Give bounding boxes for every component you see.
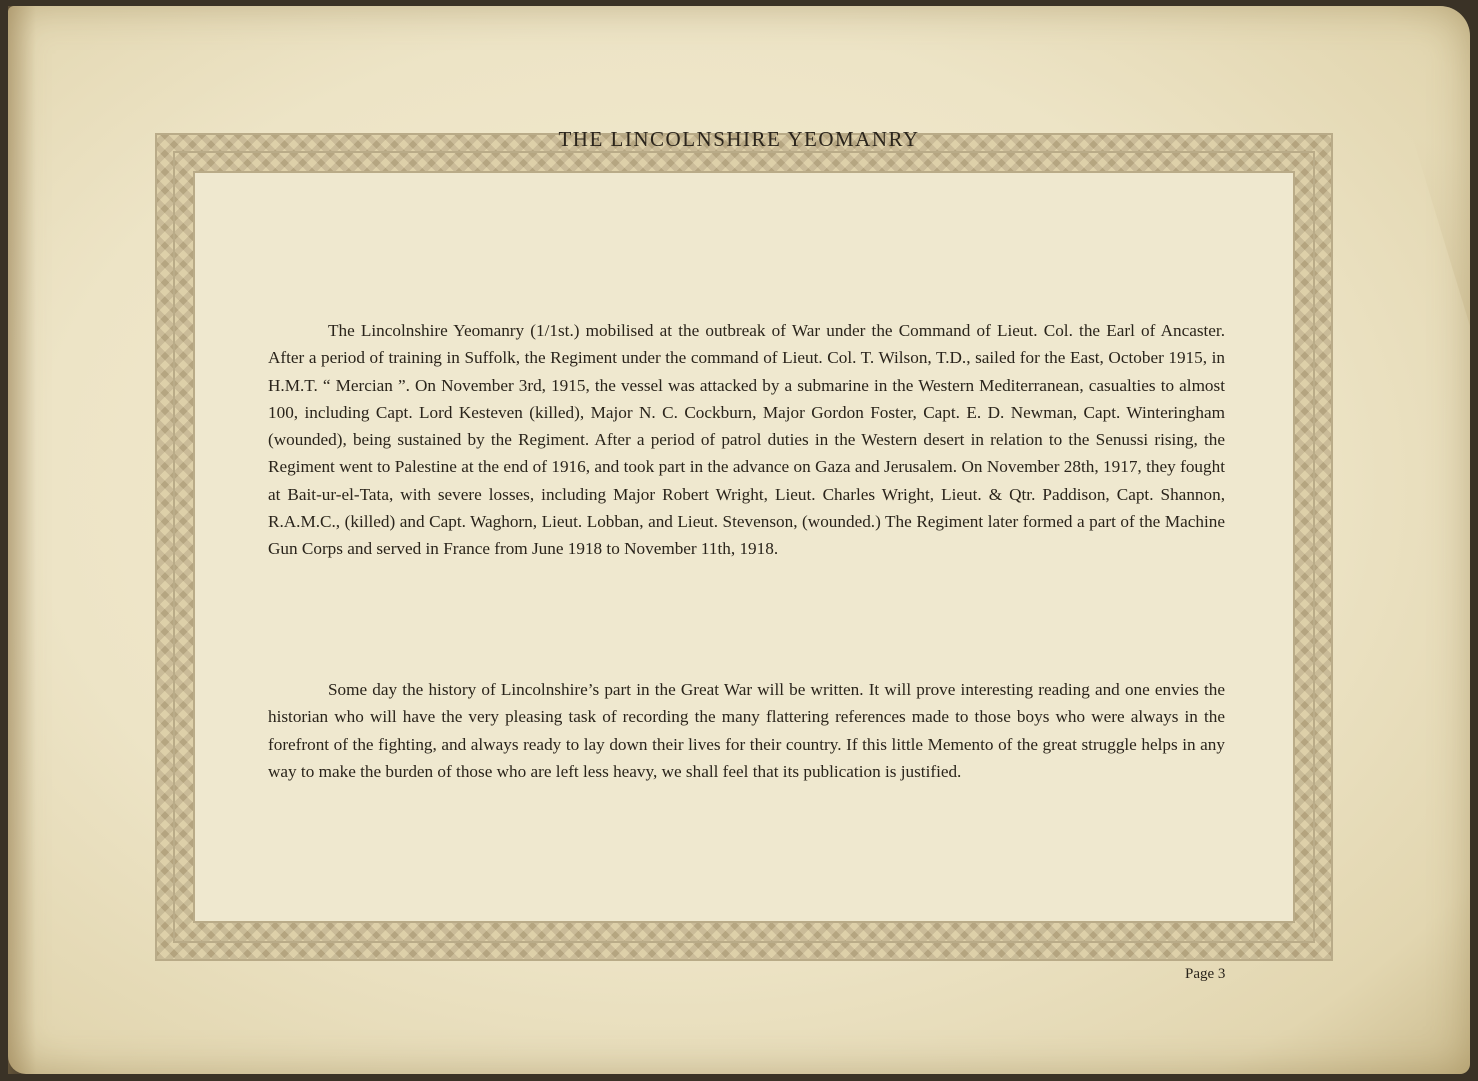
paragraph-memento: Some day the history of Lincolnshire’s part in the Great War will be written. It will prove interesting reading and one envies the historian who will have the very pleasing task of recording the many flattering references made to those boys who were always in the forefront of the fighting, and always ready to lay down their lives for their country. If this little Memento of the great struggle helps in any way to make the burden of those who are left less heavy, we shall feel that its publication is justified. bbox=[268, 680, 1225, 781]
page-corner-fold bbox=[1320, 6, 1470, 326]
paragraph-history: The Lincolnshire Yeomanry (1/1st.) mobilised at the outbreak of War under the Command of Lieut. Col. the Earl of Ancaster. After a period of training in Suffolk, the Regiment under the command of Lieut. Col. T. Wilson, T.D., sailed for the East, October 1915, in H.M.T. “ Mercian ”. On November 3rd, 1915, the vessel was attacked by a submarine in the Western Mediterranean, casualties to almost 100, including Capt. Lord Kesteven (killed), Major N. C. Cockburn, Major Gordon Foster, Capt. E. D. Newman, Capt. Winteringham (wounded), being sustained by the Regiment. After a period of patrol duties in the Western desert in relation to the Senussi rising, the Regiment went to Palestine at the end of 1916, and took part in the advance on Gaza and Jerusalem. On November 28th, 1917, they fought at Bait-ur-el-Tata, with severe losses, including Major Robert Wright, Lieut. Charles Wright, Lieut. & Qtr. Paddison, Capt. Shannon, R.A.M.C., (killed) and Capt. Waghorn, Lieut. Lobban, and Lieut. Stevenson, (wounded.) The Regiment later formed a part of the Machine Gun Corps and served in France from June 1918 to November 11th, 1918. bbox=[268, 321, 1225, 559]
page-number: Page 3 bbox=[1185, 966, 1226, 982]
page-title: THE LINCOLNSHIRE YEOMANRY bbox=[558, 127, 920, 151]
page-binding-edge bbox=[8, 6, 36, 1074]
